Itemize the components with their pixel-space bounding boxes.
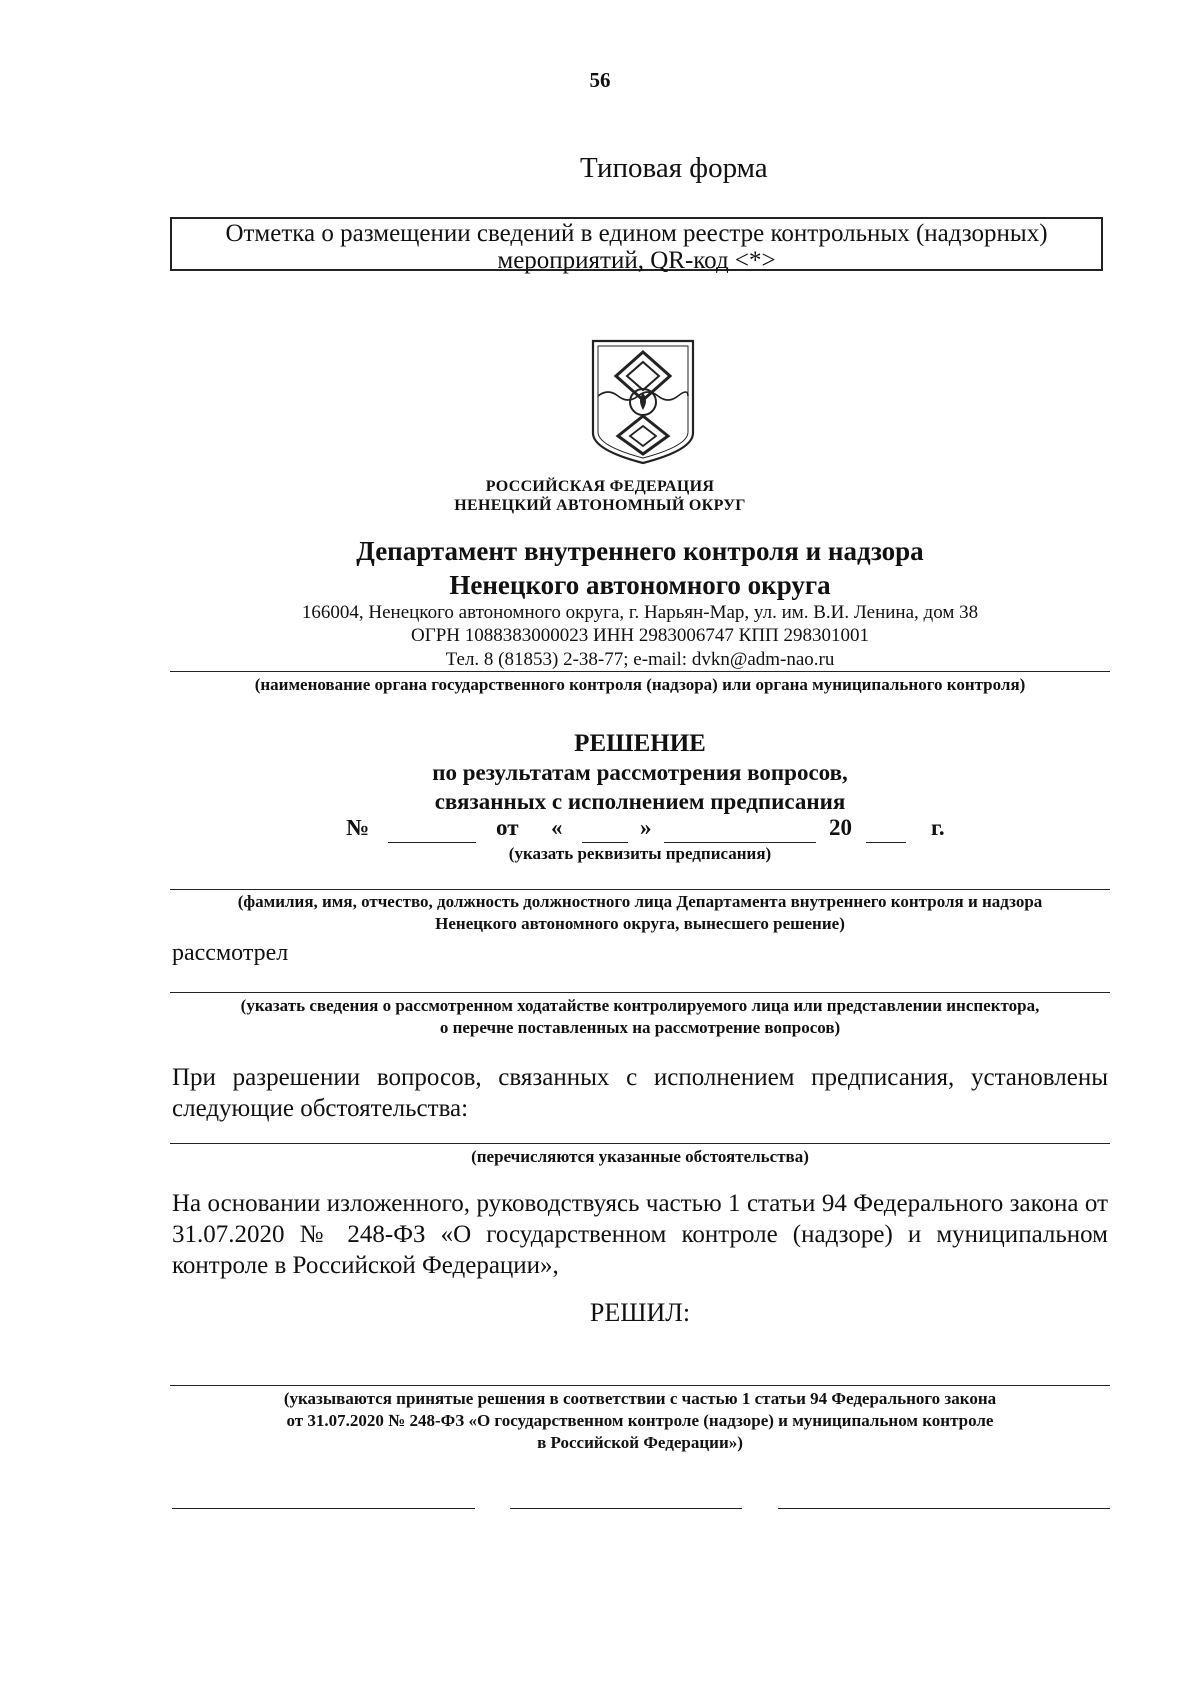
country-name: РОССИЙСКАЯ ФЕДЕРАЦИЯ bbox=[485, 478, 715, 495]
number-blank bbox=[388, 842, 476, 843]
authority-caption: (наименование органа государственного контроля (надзора) или органа муниципального контроля) bbox=[254, 675, 1026, 694]
region-name: НЕНЕЦКИЙ АВТОНОМНЫЙ ОКРУГ bbox=[454, 497, 746, 514]
decision-subtitle2: связанных с исполнением предписания bbox=[434, 789, 846, 814]
department-title-line1: Департамент внутреннего контроля и надзора bbox=[356, 536, 924, 566]
year-suffix: г. bbox=[931, 815, 945, 840]
decisions-caption-line3: в Российской Федерации») bbox=[537, 1433, 743, 1452]
authority-rule bbox=[170, 671, 1110, 672]
circumstances-rule bbox=[170, 1143, 1110, 1144]
legal-basis-paragraph: На основании изложенного, руководствуясь частью 1 статьи 94 Федерального закона от 31.07.2020 № 248-ФЗ «О государственном контроле (надзоре) и муниципальном контроле в Российской Федерации», bbox=[172, 1190, 1108, 1279]
department-registration: ОГРН 1088383000023 ИНН 2983006747 КПП 298301001 bbox=[410, 625, 870, 646]
official-caption-line2: Ненецкого автономного округа, вынесшего решение) bbox=[435, 914, 845, 933]
year-blank bbox=[866, 842, 906, 843]
from-word: от bbox=[496, 815, 519, 840]
decision-subtitle1: по результатам рассмотрения вопросов, bbox=[432, 760, 848, 785]
qr-registry-mark-box bbox=[170, 217, 1103, 274]
decisions-caption-line2: от 31.07.2020 № 248-ФЗ «О государственном контроле (надзоре) и муниципальном контроле bbox=[286, 1411, 994, 1430]
circumstances-caption: (перечисляются указанные обстоятельства) bbox=[471, 1147, 809, 1166]
qr-box-line2: мероприятий, QR-код <*> bbox=[497, 247, 776, 274]
decisions-rule bbox=[170, 1385, 1110, 1386]
considered-caption-line1: (указать сведения о рассмотренном ходатайстве контролируемого лица или представлении инспектора, bbox=[240, 996, 1040, 1015]
circumstances-paragraph: При разрешении вопросов, связанных с исполнением предписания, установлены следующие обстоятельства: bbox=[172, 1064, 1108, 1122]
decided-heading: РЕШИЛ: bbox=[589, 1298, 691, 1327]
signature-name-line bbox=[778, 1508, 1110, 1509]
qr-box-line1: Отметка о размещении сведений в едином реестре контрольных (надзорных) bbox=[225, 220, 1048, 247]
year-prefix: 20 bbox=[829, 815, 852, 840]
considered-caption-line2: о перечне поставленных на рассмотрение вопросов) bbox=[439, 1018, 841, 1037]
quote-open: « bbox=[551, 815, 563, 840]
requisites-caption: (указать реквизиты предписания) bbox=[508, 844, 772, 863]
quote-close: » bbox=[640, 815, 652, 840]
official-rule bbox=[170, 889, 1110, 890]
decision-title: РЕШЕНИЕ bbox=[574, 730, 706, 757]
decisions-caption-line1: (указываются принятые решения в соответствии с частью 1 статьи 94 Федерального закона bbox=[283, 1389, 997, 1408]
considered-rule bbox=[170, 992, 1110, 993]
department-contacts: Тел. 8 (81853) 2-38-77; e-mail: dvkn@adm-nao.ru bbox=[445, 649, 835, 670]
page-number: 56 bbox=[589, 68, 611, 92]
day-blank bbox=[582, 842, 628, 843]
department-title-line2: Ненецкого автономного округа bbox=[449, 570, 831, 600]
signature-position-line bbox=[172, 1508, 475, 1509]
number-sign: № bbox=[346, 815, 370, 840]
form-type-heading: Типовая форма bbox=[580, 152, 768, 184]
department-address: 166004, Ненецкого автономного округа, г. Нарьян-Мар, ул. им. В.И. Ленина, дом 38 bbox=[301, 602, 979, 623]
official-caption-line1: (фамилия, имя, отчество, должность должностного лица Департамента внутреннего контроля и надзора bbox=[237, 892, 1043, 911]
nao-coat-of-arms-icon bbox=[590, 338, 696, 466]
month-blank bbox=[664, 842, 816, 843]
considered-text: рассмотрел bbox=[172, 940, 289, 966]
signature-line bbox=[510, 1508, 742, 1509]
